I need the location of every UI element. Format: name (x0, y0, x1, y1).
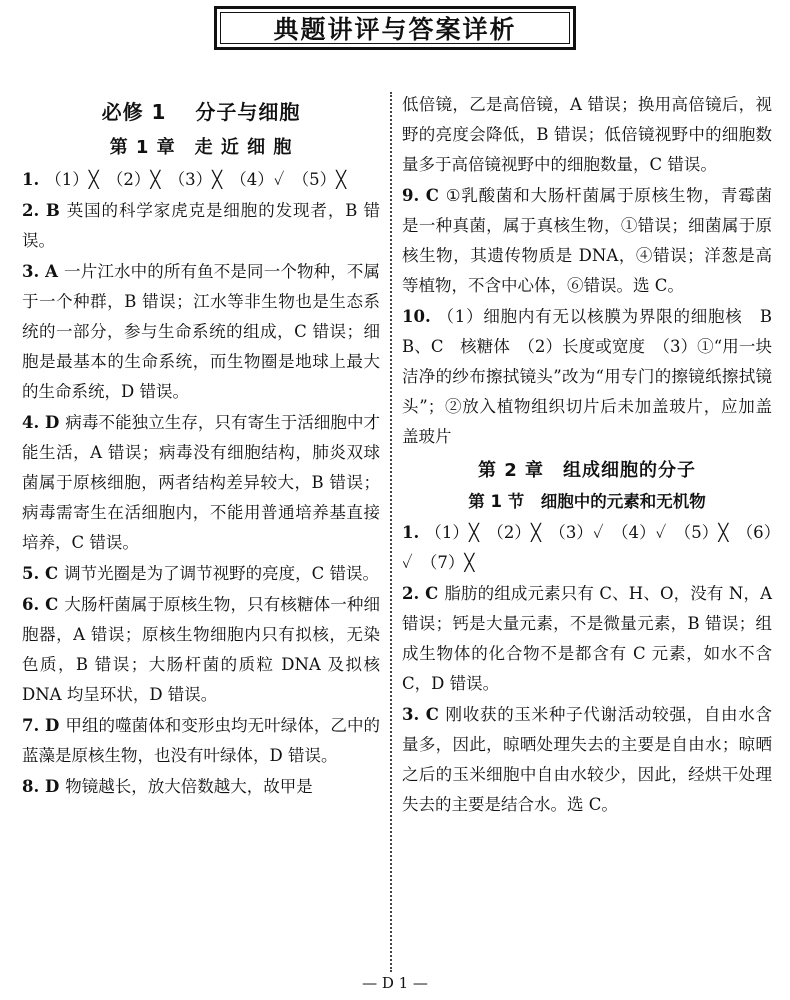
answer-text: 甲组的噬菌体和变形虫均无叶绿体，乙中的蓝藻是原核生物，也没有叶绿体，D 错误。 (22, 716, 381, 765)
banner-title: 典题讲评与答案详析 (273, 15, 517, 44)
answer-number: 2. C (402, 584, 439, 603)
answer-text: （1）细胞内有无以核膜为界限的细胞核 B B、C 核糖体 （2）长度或宽度 （3）①“用一块洁净的纱布擦拭镜头”改为“用专门的擦镜纸擦拭镜头”；②放入植物组织切片后未加盖玻片，应加盖盖玻片 (402, 307, 789, 446)
answer-list (22, 165, 380, 802)
answer-number: 6. C (22, 595, 59, 614)
answer-number: 2. B (22, 201, 60, 220)
answer-text: 大肠杆菌属于原核生物，只有核糖体一种细胞器，A 错误；原核生物细胞内只有拟核，无染色质，B 错误；大肠杆菌的质粒 DNA 及拟核 DNA 均呈环状，D 错误。 (22, 595, 381, 704)
answer-number: 3. A (22, 262, 58, 281)
answer-item (22, 559, 380, 589)
answer-text: 调节光圈是为了调节视野的亮度，C 错误。 (64, 564, 379, 583)
section-banner (214, 6, 576, 50)
answer-number: 8. D (22, 777, 60, 796)
answer-item (402, 181, 772, 301)
answer-item (22, 408, 380, 558)
answer-number: 1. (402, 523, 420, 542)
right-column (402, 90, 789, 821)
answer-number: 9. C (402, 186, 439, 205)
section-title: 第 1 节 细胞中的元素和无机物 (468, 492, 706, 511)
chapter-title: 第 2 章 组成细胞的分子 (477, 460, 697, 481)
chapter-title: 第 1 章 走 近 细 胞 (109, 137, 293, 158)
continued-answer-text: 低倍镜，乙是高倍镜，A 错误；换用高倍镜后，视野的亮度会降低，B 错误；低倍镜视野中的细胞数量多于高倍镜视野中的细胞数量，C 错误。 (402, 95, 772, 174)
answer-text: 脂肪的组成元素只有 C、H、O，没有 N，A 错误；钙是大量元素，不是微量元素，B 错误；组成生物体的化合物不是都含有 C 元素，如水不含 C，D 错误。 (402, 584, 772, 693)
answer-item (402, 700, 772, 820)
answer-number: 5. C (22, 564, 59, 583)
answer-item (22, 196, 380, 256)
answer-number: 4. D (22, 413, 60, 432)
answer-item (402, 518, 772, 578)
page-number: — D 1 — (362, 974, 428, 992)
answer-text: （1）╳ （2）╳ （3）✓ （4）✓ （5）╳ （6）✓ （7）╳ (402, 523, 772, 572)
answer-number: 1. (22, 170, 40, 189)
module-title: 必修 1 分子与细胞 (101, 100, 301, 124)
answer-text: 病毒不能独立生存，只有寄生于活细胞中才能生活，A 错误；病毒没有细胞结构，肺炎双球菌属于原核细胞，两者结构差异较大，B 错误；病毒需寄生在活细胞内，不能用普通培养基直接培养，C 错误。 (22, 413, 381, 552)
answer-item (22, 711, 380, 771)
answer-number: 10. (402, 307, 431, 326)
answer-item (402, 302, 789, 452)
answer-text: ①乳酸菌和大肠杆菌属于原核生物，青霉菌是一种真菌，属于真核生物，①错误；细菌属于原核生物，其遗传物质是 DNA，④错误；洋葱是高等植物，不含中心体，⑥错误。选 C。 (402, 186, 773, 295)
answer-item (22, 772, 380, 802)
answer-text: 刚收获的玉米种子代谢活动较强，自由水含量多，因此，晾晒处理失去的主要是自由水；晾晒之后的玉米细胞中自由水较少，因此，经烘干处理失去的主要是结合水。选 C。 (402, 705, 772, 814)
answer-item (22, 590, 380, 710)
answer-item (402, 579, 772, 699)
answer-item (22, 257, 380, 407)
answer-text: 英国的科学家虎克是细胞的发现者，B 错误。 (22, 201, 380, 250)
answer-number: 3. C (402, 705, 439, 724)
answer-text: （1）╳ （2）╳ （3）╳ （4）✓ （5）╳ (45, 170, 347, 189)
answer-number: 7. D (22, 716, 60, 735)
answer-item (22, 165, 380, 195)
answer-text: 一片江水中的所有鱼不是同一个物种，不属于一个种群，B 错误；江水等非生物也是生态系统的一部分，参与生命系统的组成，C 错误；细胞是最基本的生命系统，而生物圈是地球上最大的生命系统，D 错误。 (22, 262, 381, 401)
answer-text: 物镜越长，放大倍数越大，故甲是 (65, 777, 313, 796)
column-divider (390, 92, 392, 972)
left-column (22, 90, 380, 803)
